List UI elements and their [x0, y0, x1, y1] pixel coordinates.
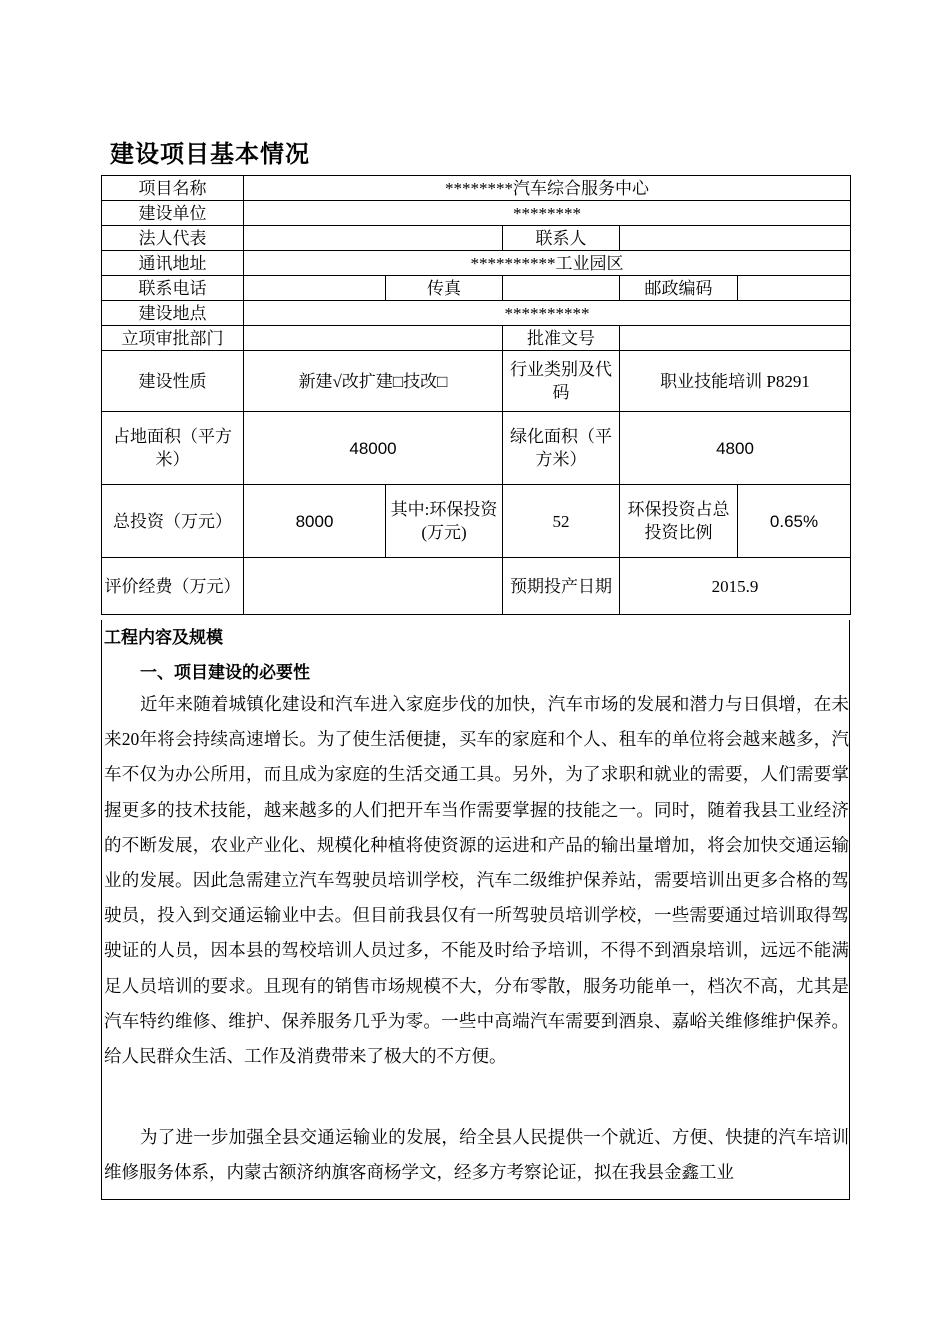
industry-value: 职业技能培训 P8291 [620, 351, 851, 412]
land-area-label: 占地面积（平方米） [102, 412, 244, 485]
row-site [102, 301, 851, 326]
project-info-table [101, 175, 851, 615]
env-invest-label: 其中:环保投资(万元) [386, 485, 503, 558]
paragraph-necessity: 近年来随着城镇化建设和汽车进入家庭步伐的加快，汽车市场的发展和潜力与日俱增，在未来20年将会持续高速增长。为了使生活便捷，买车的家庭和个人、租车的单位将会越来越多，汽车不仅为办公所用，而且成为家庭的生活交通工具。另外，为了求职和就业的需要，人们需要掌握更多的技术技能，越来越多的人们把开车当作需要掌握的技能之一。同时，随着我县工业经济的不断发展，农业产业化、规模化种植将使资源的运进和产品的输出量增加，将会加快交通运输业的发展。因此急需建立汽车驾驶员培训学校，汽车二级维护保养站，需要培训出更多合格的驾驶员，投入到交通运输业中去。但目前我县仅有一所驾驶员培训学校，一些需要通过培训取得驾驶证的人员，因本县的驾校培训人员过多，不能及时给予培训，不得不到酒泉培训，远远不能满足人员培训的要求。且现有的销售市场规模不大，分布零散，服务功能单一，档次不高，尤其是汽车特约维修、维护、保养服务几乎为零。一些中高端汽车需要到酒泉、嘉峪关维修维护保养。给人民群众生活、工作及消费带来了极大的不方便。 [104, 694, 849, 1067]
sub-title: 一、项目建设的必要性 [140, 663, 310, 683]
land-area-value: 48000 [244, 412, 503, 485]
row-address [102, 251, 851, 276]
builder-value: ******** [244, 201, 851, 226]
approval-dept-label: 立项审批部门 [102, 326, 244, 351]
green-area-value: 4800 [620, 412, 851, 485]
nature-value: 新建√改扩建□技改□ [244, 351, 503, 412]
row-phone [102, 276, 851, 301]
expected-date-label: 预期投产日期 [503, 558, 620, 615]
env-ratio-value: 0.65% [738, 485, 851, 558]
approval-no-label: 批准文号 [503, 326, 620, 351]
fax-label: 传真 [386, 276, 503, 301]
total-invest-label: 总投资（万元） [102, 485, 244, 558]
total-invest-value: 8000 [244, 485, 386, 558]
contact-label: 联系人 [503, 226, 620, 251]
site-value: ********** [244, 301, 851, 326]
row-investment [102, 485, 851, 558]
industry-label: 行业类别及代码 [503, 351, 620, 412]
green-area-label: 绿化面积（平方米） [503, 412, 620, 485]
postcode-label: 邮政编码 [620, 276, 738, 301]
nature-label: 建设性质 [102, 351, 244, 412]
postcode-value [738, 276, 851, 301]
row-approval [102, 326, 851, 351]
row-nature [102, 351, 851, 412]
section-title: 工程内容及规模 [104, 628, 223, 648]
phone-label: 联系电话 [102, 276, 244, 301]
legal-rep-value [244, 226, 503, 251]
phone-value [244, 276, 386, 301]
row-eval [102, 558, 851, 615]
builder-label: 建设单位 [102, 201, 244, 226]
env-invest-value: 52 [503, 485, 620, 558]
project-name-label: 项目名称 [102, 176, 244, 201]
legal-rep-label: 法人代表 [102, 226, 244, 251]
expected-date-value: 2015.9 [620, 558, 851, 615]
page-title: 建设项目基本情况 [110, 140, 310, 168]
project-name-value: ********汽车综合服务中心 [244, 176, 851, 201]
address-label: 通讯地址 [102, 251, 244, 276]
address-value: **********工业园区 [244, 251, 851, 276]
row-legal-rep [102, 226, 851, 251]
row-builder [102, 201, 851, 226]
env-ratio-label: 环保投资占总投资比例 [620, 485, 738, 558]
site-label: 建设地点 [102, 301, 244, 326]
contact-value [620, 226, 851, 251]
approval-no-value [620, 326, 851, 351]
row-area [102, 412, 851, 485]
paragraph-plan: 为了进一步加强全县交通运输业的发展，给全县人民提供一个就近、方便、快捷的汽车培训维修服务体系，内蒙古额济纳旗客商杨学文，经多方考察论证，拟在我县金鑫工业 [104, 1127, 849, 1183]
row-project-name [102, 176, 851, 201]
eval-fee-value [244, 558, 503, 615]
fax-value [503, 276, 620, 301]
approval-dept-value [244, 326, 503, 351]
project-content-section [101, 620, 850, 1200]
eval-fee-label: 评价经费（万元） [102, 558, 244, 615]
